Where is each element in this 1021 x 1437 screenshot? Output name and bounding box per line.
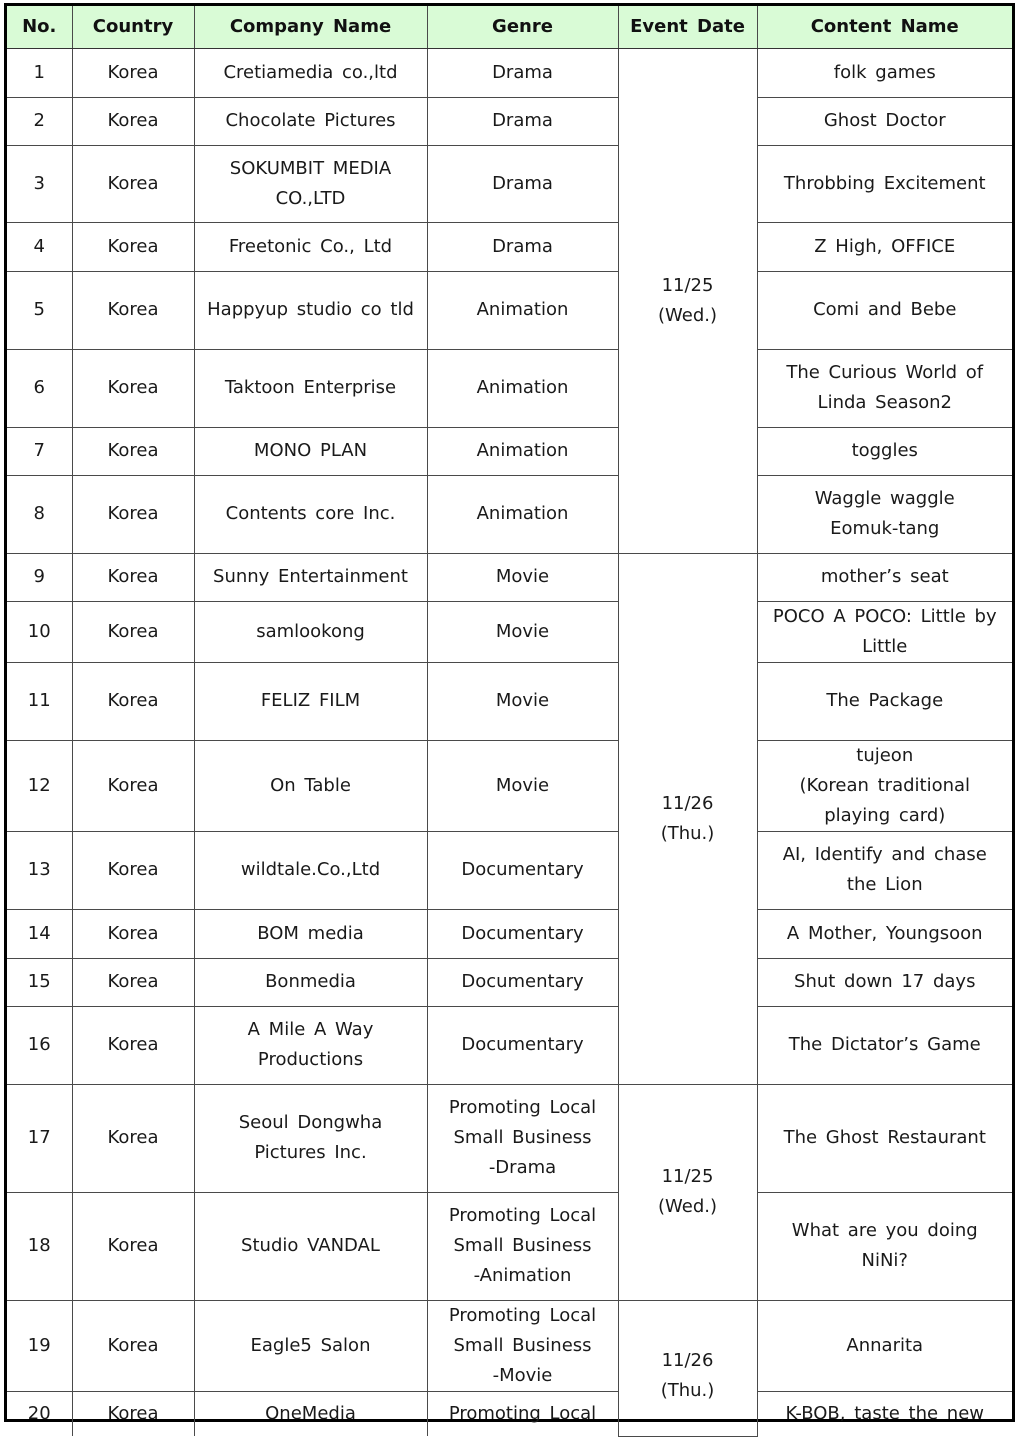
table-row [7, 601, 1012, 662]
cell-company-name [194, 1084, 427, 1192]
cell-line: K-BOB, taste the new [785, 1402, 985, 1424]
cell-genre [427, 1391, 618, 1436]
cell-content-name [757, 601, 1012, 662]
cell-no: 15 [7, 958, 72, 1006]
cell-country: Korea [72, 553, 194, 601]
cell-line: -Movie [492, 1364, 553, 1386]
cell-company-name [194, 662, 427, 740]
cell-line: The Ghost Restaurant [783, 1127, 986, 1148]
cell-genre [427, 601, 618, 662]
cell-country: Korea [72, 97, 194, 145]
cell-line: Ghost Doctor [823, 110, 946, 131]
cell-line: Small Business [453, 1334, 592, 1356]
cell-line: Drama [492, 235, 553, 257]
cell-genre [427, 1006, 618, 1084]
cell-no: 4 [7, 222, 72, 271]
table-row [7, 662, 1012, 740]
cell-content-name [757, 1006, 1012, 1084]
cell-line: The Curious World of [786, 362, 984, 383]
cell-line: Little [862, 635, 908, 657]
cell-company-name [194, 145, 427, 222]
cell-company-name [194, 553, 427, 601]
event-day: (Wed.) [657, 304, 717, 326]
header-country: Country [72, 6, 194, 48]
cell-content-name [757, 1192, 1012, 1300]
cell-company-name [194, 1006, 427, 1084]
cell-genre [427, 958, 618, 1006]
cell-company-name [194, 222, 427, 271]
cell-company-name [194, 97, 427, 145]
cell-line: NiNi? [861, 1250, 908, 1271]
cell-line: Eomuk-tang [830, 518, 940, 539]
cell-company-name [194, 1300, 427, 1391]
table-row [7, 271, 1012, 349]
table-row [7, 831, 1012, 909]
cell-line: Documentary [461, 1034, 584, 1055]
cell-content-name [757, 145, 1012, 222]
cell-line: Eagle5 Salon [250, 1334, 371, 1356]
cell-event-date [618, 1300, 757, 1436]
cell-no: 14 [7, 909, 72, 958]
cell-no: 3 [7, 145, 72, 222]
schedule-table [7, 6, 1012, 1437]
cell-line: Documentary [461, 971, 584, 992]
cell-country: Korea [72, 145, 194, 222]
cell-content-name [757, 427, 1012, 475]
cell-content-name [757, 475, 1012, 553]
table-row [7, 349, 1012, 427]
cell-line: Documentary [461, 859, 584, 880]
cell-line: MONO PLAN [253, 440, 368, 461]
cell-line: Cretiamedia co.,ltd [223, 61, 398, 83]
cell-country: Korea [72, 662, 194, 740]
event-date: 11/26 [661, 792, 714, 814]
header-genre: Genre [427, 6, 618, 48]
cell-content-name [757, 831, 1012, 909]
cell-company-name [194, 349, 427, 427]
cell-line: Animation [476, 377, 569, 398]
cell-content-name [757, 222, 1012, 271]
cell-no: 12 [7, 740, 72, 831]
cell-line: mother’s seat [820, 566, 949, 587]
cell-line: tujeon [856, 744, 914, 766]
cell-line: POCO A POCO: Little by [772, 605, 997, 627]
cell-event-date [618, 553, 757, 1084]
table-row [7, 1391, 1012, 1436]
cell-country: Korea [72, 48, 194, 97]
cell-content-name [757, 48, 1012, 97]
table-row [7, 475, 1012, 553]
cell-country: Korea [72, 958, 194, 1006]
cell-genre [427, 222, 618, 271]
cell-country: Korea [72, 601, 194, 662]
event-date: 11/25 [661, 274, 714, 296]
cell-line: Animation [476, 503, 569, 524]
cell-country: Korea [72, 1006, 194, 1084]
cell-line: Z High, OFFICE [814, 235, 956, 257]
cell-genre [427, 553, 618, 601]
cell-company-name [194, 271, 427, 349]
cell-no: 10 [7, 601, 72, 662]
cell-genre [427, 48, 618, 97]
cell-line: Documentary [461, 922, 584, 944]
cell-line: Comi and Bebe [813, 299, 957, 320]
table-row [7, 958, 1012, 1006]
cell-line: Shut down 17 days [794, 971, 976, 992]
cell-line: -Drama [488, 1157, 557, 1178]
cell-no: 17 [7, 1084, 72, 1192]
cell-company-name [194, 909, 427, 958]
cell-country: Korea [72, 1192, 194, 1300]
cell-line: Movie [495, 566, 550, 587]
cell-line: Animation [476, 440, 569, 461]
cell-country: Korea [72, 271, 194, 349]
table-row [7, 145, 1012, 222]
cell-content-name [757, 97, 1012, 145]
cell-line: Productions [257, 1049, 364, 1070]
cell-line: A Mother, Youngsoon [786, 922, 983, 944]
cell-line: What are you doing [791, 1220, 978, 1241]
cell-company-name [194, 831, 427, 909]
cell-no: 16 [7, 1006, 72, 1084]
cell-no: 6 [7, 349, 72, 427]
cell-content-name [757, 1300, 1012, 1391]
cell-content-name [757, 958, 1012, 1006]
cell-line: AI, Identify and chase [782, 844, 987, 865]
table-row [7, 427, 1012, 475]
cell-line: The Dictator’s Game [788, 1034, 981, 1055]
cell-genre [427, 97, 618, 145]
cell-event-date [618, 48, 757, 553]
header-no: No. [7, 6, 72, 48]
table-row [7, 1192, 1012, 1300]
cell-line: Taktoon Enterprise [224, 377, 397, 398]
cell-genre [427, 831, 618, 909]
cell-country: Korea [72, 1084, 194, 1192]
table-row [7, 222, 1012, 271]
cell-no: 13 [7, 831, 72, 909]
event-date: 11/25 [661, 1166, 714, 1187]
cell-company-name [194, 601, 427, 662]
cell-line: CO.,LTD [275, 187, 346, 209]
table-row [7, 553, 1012, 601]
cell-content-name [757, 553, 1012, 601]
cell-line: the Lion [846, 874, 923, 895]
cell-line: A Mile A Way [247, 1019, 374, 1040]
cell-country: Korea [72, 740, 194, 831]
cell-line: Sunny Entertainment [213, 566, 408, 587]
cell-line: Pictures Inc. [254, 1142, 367, 1163]
cell-line: Animation [476, 299, 569, 320]
cell-line: Movie [495, 774, 550, 796]
header-row [7, 6, 1012, 48]
cell-no: 8 [7, 475, 72, 553]
cell-genre [427, 349, 618, 427]
cell-country: Korea [72, 831, 194, 909]
cell-line: Promoting Local [448, 1304, 597, 1326]
cell-company-name [194, 427, 427, 475]
table-row [7, 1084, 1012, 1192]
table-row [7, 97, 1012, 145]
cell-country: Korea [72, 427, 194, 475]
event-day: (Thu.) [660, 822, 715, 844]
cell-genre [427, 427, 618, 475]
cell-line: wildtale.Co.,Ltd [240, 859, 381, 880]
cell-no: 19 [7, 1300, 72, 1391]
cell-line: Promoting Local [448, 1402, 597, 1424]
cell-line: Promoting Local [448, 1205, 597, 1226]
cell-line: playing card) [824, 804, 946, 826]
cell-line: Movie [495, 620, 550, 642]
cell-no: 2 [7, 97, 72, 145]
event-day: (Wed.) [657, 1196, 717, 1217]
cell-no: 9 [7, 553, 72, 601]
cell-content-name [757, 271, 1012, 349]
cell-content-name [757, 740, 1012, 831]
cell-line: FELIZ FILM [260, 690, 361, 711]
cell-event-date [618, 1084, 757, 1300]
cell-line: OneMedia [265, 1402, 356, 1424]
cell-content-name [757, 1391, 1012, 1436]
cell-content-name [757, 349, 1012, 427]
table-row [7, 1300, 1012, 1391]
cell-country: Korea [72, 909, 194, 958]
table-row [7, 909, 1012, 958]
cell-no: 18 [7, 1192, 72, 1300]
cell-country: Korea [72, 349, 194, 427]
cell-line: folk games [833, 61, 936, 83]
cell-no: 5 [7, 271, 72, 349]
cell-line: SOKUMBIT MEDIA [229, 157, 392, 179]
table-row [7, 740, 1012, 831]
cell-line: Small Business [453, 1127, 592, 1148]
event-day: (Thu.) [660, 1380, 715, 1401]
cell-company-name [194, 475, 427, 553]
cell-line: Drama [492, 110, 553, 131]
cell-line: Happyup studio co tld [207, 299, 414, 320]
cell-line: Seoul Dongwha [238, 1112, 383, 1133]
header-content-name: Content Name [757, 6, 1012, 48]
cell-no: 20 [7, 1391, 72, 1436]
cell-genre [427, 271, 618, 349]
table-row [7, 48, 1012, 97]
cell-line: On Table [270, 774, 351, 796]
schedule-table-frame [4, 3, 1015, 1422]
cell-line: Small Business [453, 1235, 592, 1256]
cell-line: Movie [495, 690, 550, 711]
cell-country: Korea [72, 475, 194, 553]
cell-genre [427, 909, 618, 958]
cell-content-name [757, 1084, 1012, 1192]
cell-line: Linda Season2 [817, 392, 952, 413]
cell-genre [427, 1084, 618, 1192]
cell-genre [427, 662, 618, 740]
cell-content-name [757, 662, 1012, 740]
cell-line: Studio VANDAL [241, 1235, 380, 1256]
cell-line: Annarita [846, 1334, 924, 1356]
cell-company-name [194, 48, 427, 97]
cell-line: Bonmedia [265, 971, 356, 992]
cell-genre [427, 1300, 618, 1391]
cell-line: samlookong [256, 620, 365, 642]
cell-line: Throbbing Excitement [783, 172, 986, 194]
header-company-name: Company Name [194, 6, 427, 48]
cell-line: Contents core Inc. [225, 503, 396, 524]
cell-no: 11 [7, 662, 72, 740]
cell-line: BOM media [257, 922, 364, 944]
cell-line: Freetonic Co., Ltd [228, 235, 393, 257]
cell-company-name [194, 958, 427, 1006]
cell-company-name [194, 1192, 427, 1300]
cell-line: Drama [492, 172, 553, 194]
event-date: 11/26 [661, 1350, 714, 1371]
cell-country: Korea [72, 1300, 194, 1391]
cell-content-name [757, 909, 1012, 958]
cell-line: The Package [826, 690, 944, 711]
cell-line: Drama [492, 61, 553, 83]
cell-genre [427, 145, 618, 222]
cell-no: 7 [7, 427, 72, 475]
cell-line: toggles [851, 440, 918, 461]
cell-line: (Korean traditional [799, 774, 971, 796]
cell-company-name [194, 1391, 427, 1436]
cell-country: Korea [72, 1391, 194, 1436]
cell-no: 1 [7, 48, 72, 97]
cell-country: Korea [72, 222, 194, 271]
table-body [7, 48, 1012, 1436]
header-event-date: Event Date [618, 6, 757, 48]
cell-genre [427, 740, 618, 831]
table-row [7, 1006, 1012, 1084]
cell-line: Waggle waggle [814, 488, 955, 509]
cell-genre [427, 475, 618, 553]
cell-line: Promoting Local [448, 1097, 597, 1118]
cell-line: Chocolate Pictures [225, 110, 396, 131]
cell-genre [427, 1192, 618, 1300]
cell-line: -Animation [473, 1265, 572, 1286]
cell-company-name [194, 740, 427, 831]
